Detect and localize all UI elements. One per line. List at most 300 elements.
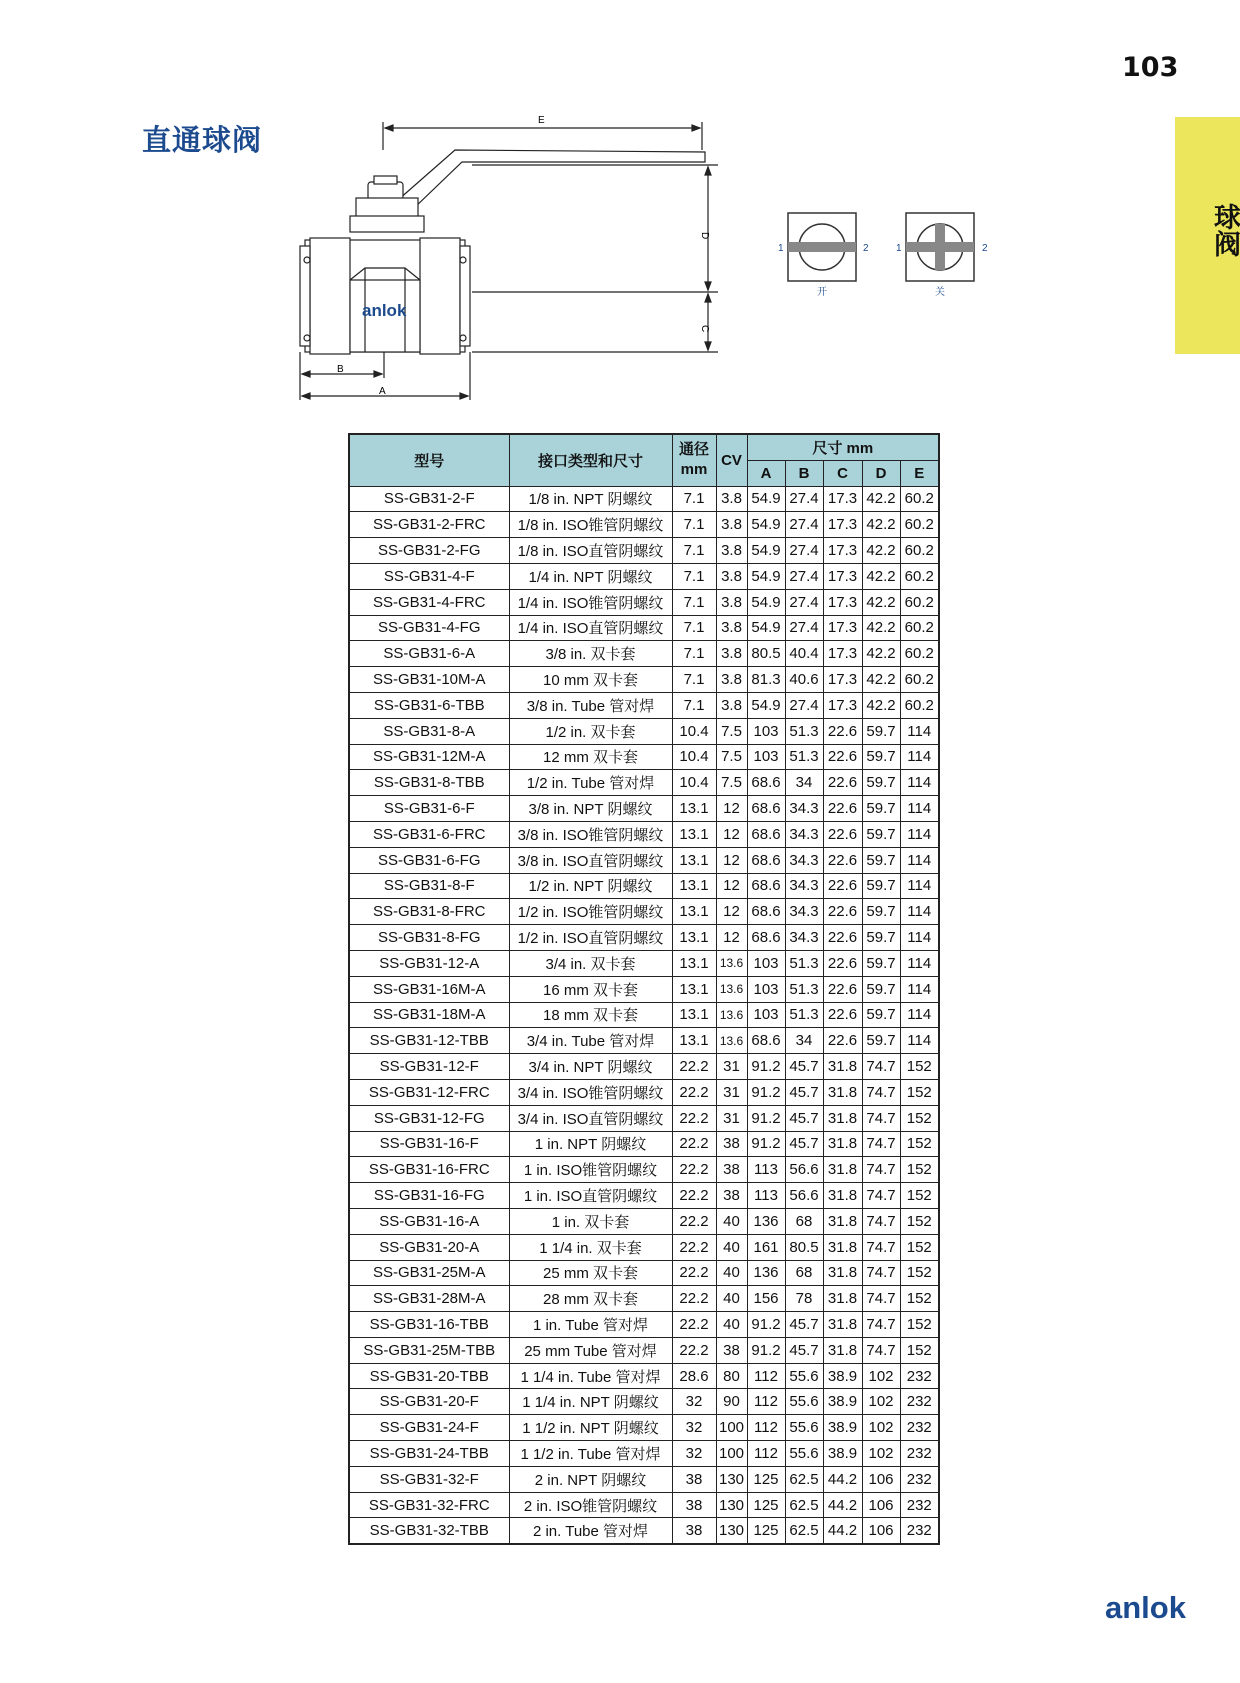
cell-dim-d: 42.2 <box>862 512 900 538</box>
header-dim-e: E <box>900 460 939 486</box>
cell-dim-a: 113 <box>747 1183 785 1209</box>
cell-dim-a: 161 <box>747 1234 785 1260</box>
dim-b-label: B <box>337 364 344 375</box>
cell-dim-b: 55.6 <box>785 1441 823 1467</box>
cell-connection: 1 in. 双卡套 <box>509 1208 672 1234</box>
page-number: 103 <box>1122 52 1179 83</box>
cell-cv: 130 <box>716 1518 747 1544</box>
cell-dim-a: 103 <box>747 950 785 976</box>
cell-dim-c: 38.9 <box>823 1415 862 1441</box>
cell-bore: 13.1 <box>672 821 716 847</box>
cell-model: SS-GB31-16-F <box>349 1131 509 1157</box>
table-row <box>349 821 939 847</box>
cell-cv: 12 <box>716 847 747 873</box>
cell-dim-e: 152 <box>900 1054 939 1080</box>
cell-model: SS-GB31-2-FG <box>349 538 509 564</box>
cell-dim-d: 74.7 <box>862 1286 900 1312</box>
cell-model: SS-GB31-6-TBB <box>349 692 509 718</box>
cell-dim-a: 125 <box>747 1492 785 1518</box>
cell-dim-b: 55.6 <box>785 1363 823 1389</box>
cell-cv: 3.8 <box>716 667 747 693</box>
cell-dim-e: 114 <box>900 899 939 925</box>
table-row <box>349 976 939 1002</box>
cell-dim-b: 56.6 <box>785 1183 823 1209</box>
cell-model: SS-GB31-24-TBB <box>349 1441 509 1467</box>
table-row <box>349 1363 939 1389</box>
cell-dim-b: 45.7 <box>785 1131 823 1157</box>
cell-dim-d: 59.7 <box>862 821 900 847</box>
cell-dim-c: 17.3 <box>823 692 862 718</box>
cell-dim-c: 22.6 <box>823 821 862 847</box>
header-cv: CV <box>716 434 747 486</box>
cell-cv: 40 <box>716 1312 747 1338</box>
cell-dim-a: 80.5 <box>747 641 785 667</box>
cell-dim-c: 22.6 <box>823 1002 862 1028</box>
cell-dim-c: 31.8 <box>823 1234 862 1260</box>
cell-connection: 1/4 in. ISO锥管阴螺纹 <box>509 589 672 615</box>
cell-dim-b: 55.6 <box>785 1415 823 1441</box>
cell-dim-b: 62.5 <box>785 1518 823 1544</box>
cell-bore: 38 <box>672 1466 716 1492</box>
cell-dim-e: 152 <box>900 1208 939 1234</box>
cell-bore: 7.1 <box>672 538 716 564</box>
cell-bore: 13.1 <box>672 976 716 1002</box>
table-row <box>349 1260 939 1286</box>
cell-connection: 12 mm 双卡套 <box>509 744 672 770</box>
cell-model: SS-GB31-12-A <box>349 950 509 976</box>
cell-dim-b: 55.6 <box>785 1389 823 1415</box>
cell-model: SS-GB31-8-FRC <box>349 899 509 925</box>
cell-dim-b: 27.4 <box>785 486 823 512</box>
cell-dim-c: 22.6 <box>823 796 862 822</box>
cell-cv: 90 <box>716 1389 747 1415</box>
cell-dim-d: 74.7 <box>862 1234 900 1260</box>
cell-cv: 40 <box>716 1208 747 1234</box>
cell-bore: 38 <box>672 1518 716 1544</box>
table-row <box>349 1183 939 1209</box>
cell-dim-a: 68.6 <box>747 796 785 822</box>
cell-dim-a: 91.2 <box>747 1079 785 1105</box>
cell-dim-e: 114 <box>900 847 939 873</box>
cell-dim-b: 40.4 <box>785 641 823 667</box>
table-row <box>349 1002 939 1028</box>
cell-dim-a: 91.2 <box>747 1105 785 1131</box>
cell-dim-d: 59.7 <box>862 925 900 951</box>
cell-dim-c: 17.3 <box>823 615 862 641</box>
cell-connection: 3/4 in. 双卡套 <box>509 950 672 976</box>
cell-bore: 32 <box>672 1415 716 1441</box>
cell-cv: 12 <box>716 899 747 925</box>
cell-connection: 3/4 in. ISO直管阴螺纹 <box>509 1105 672 1131</box>
cell-dim-d: 106 <box>862 1518 900 1544</box>
cell-dim-b: 27.4 <box>785 563 823 589</box>
cell-dim-d: 42.2 <box>862 615 900 641</box>
cell-bore: 28.6 <box>672 1363 716 1389</box>
cell-dim-c: 31.8 <box>823 1337 862 1363</box>
cell-cv: 7.5 <box>716 718 747 744</box>
cell-dim-c: 17.3 <box>823 538 862 564</box>
cell-cv: 13.6 <box>716 1028 747 1054</box>
table-row <box>349 1415 939 1441</box>
cell-connection: 1/2 in. 双卡套 <box>509 718 672 744</box>
cell-cv: 3.8 <box>716 538 747 564</box>
cell-dim-e: 152 <box>900 1079 939 1105</box>
cell-connection: 25 mm Tube 管对焊 <box>509 1337 672 1363</box>
cell-dim-d: 42.2 <box>862 641 900 667</box>
cell-dim-d: 59.7 <box>862 899 900 925</box>
cell-dim-a: 68.6 <box>747 847 785 873</box>
table-row <box>349 692 939 718</box>
cell-connection: 3/8 in. ISO直管阴螺纹 <box>509 847 672 873</box>
cell-dim-c: 38.9 <box>823 1389 862 1415</box>
cell-model: SS-GB31-8-FG <box>349 925 509 951</box>
cell-cv: 3.8 <box>716 563 747 589</box>
open-port-2: 2 <box>863 243 869 254</box>
cell-dim-d: 74.7 <box>862 1054 900 1080</box>
cell-dim-e: 232 <box>900 1363 939 1389</box>
header-bore-top: 通径 <box>678 441 709 459</box>
cell-dim-c: 31.8 <box>823 1079 862 1105</box>
cell-dim-b: 45.7 <box>785 1054 823 1080</box>
header-model: 型号 <box>349 434 509 486</box>
cell-cv: 12 <box>716 821 747 847</box>
cell-cv: 31 <box>716 1054 747 1080</box>
cell-bore: 22.2 <box>672 1131 716 1157</box>
cell-cv: 31 <box>716 1105 747 1131</box>
cell-dim-a: 54.9 <box>747 538 785 564</box>
cell-cv: 12 <box>716 873 747 899</box>
cell-dim-a: 112 <box>747 1363 785 1389</box>
cell-dim-b: 45.7 <box>785 1105 823 1131</box>
cell-dim-e: 114 <box>900 1028 939 1054</box>
cell-bore: 13.1 <box>672 1028 716 1054</box>
body-logo: anlok <box>362 301 407 320</box>
cell-model: SS-GB31-32-F <box>349 1466 509 1492</box>
table-row <box>349 847 939 873</box>
cell-connection: 1 in. ISO锥管阴螺纹 <box>509 1157 672 1183</box>
cell-bore: 10.4 <box>672 718 716 744</box>
cell-model: SS-GB31-12-TBB <box>349 1028 509 1054</box>
cell-dim-c: 22.6 <box>823 744 862 770</box>
cell-dim-c: 17.3 <box>823 512 862 538</box>
cell-dim-e: 60.2 <box>900 486 939 512</box>
cell-dim-c: 31.8 <box>823 1260 862 1286</box>
cell-connection: 1/8 in. NPT 阴螺纹 <box>509 486 672 512</box>
cell-dim-c: 31.8 <box>823 1312 862 1338</box>
cell-bore: 32 <box>672 1441 716 1467</box>
header-connection: 接口类型和尺寸 <box>509 434 672 486</box>
cell-bore: 22.2 <box>672 1079 716 1105</box>
cell-dim-b: 34.3 <box>785 796 823 822</box>
cell-connection: 3/8 in. 双卡套 <box>509 641 672 667</box>
cell-model: SS-GB31-28M-A <box>349 1286 509 1312</box>
cell-connection: 3/4 in. Tube 管对焊 <box>509 1028 672 1054</box>
cell-dim-c: 22.6 <box>823 925 862 951</box>
table-row <box>349 1157 939 1183</box>
cell-dim-c: 17.3 <box>823 641 862 667</box>
cell-model: SS-GB31-32-TBB <box>349 1518 509 1544</box>
cell-bore: 38 <box>672 1492 716 1518</box>
cell-dim-e: 60.2 <box>900 692 939 718</box>
cell-dim-a: 68.6 <box>747 899 785 925</box>
cell-dim-d: 59.7 <box>862 873 900 899</box>
table-row <box>349 563 939 589</box>
cell-dim-e: 152 <box>900 1131 939 1157</box>
table-row <box>349 1466 939 1492</box>
cell-dim-d: 74.7 <box>862 1079 900 1105</box>
cell-dim-a: 112 <box>747 1415 785 1441</box>
cell-model: SS-GB31-2-F <box>349 486 509 512</box>
table-row <box>349 1208 939 1234</box>
cell-dim-a: 125 <box>747 1466 785 1492</box>
table-row <box>349 1234 939 1260</box>
cell-dim-a: 113 <box>747 1157 785 1183</box>
dim-d-label: D <box>699 232 710 240</box>
cell-cv: 130 <box>716 1492 747 1518</box>
header-dim-c: C <box>823 460 862 486</box>
dim-c-label: C <box>699 325 710 333</box>
cell-model: SS-GB31-12-F <box>349 1054 509 1080</box>
cell-connection: 16 mm 双卡套 <box>509 976 672 1002</box>
cell-dim-e: 114 <box>900 744 939 770</box>
cell-dim-d: 59.7 <box>862 796 900 822</box>
cell-dim-d: 59.7 <box>862 1028 900 1054</box>
cell-model: SS-GB31-25M-TBB <box>349 1337 509 1363</box>
table-row <box>349 1054 939 1080</box>
cell-dim-c: 22.6 <box>823 976 862 1002</box>
table-row <box>349 1286 939 1312</box>
cell-dim-e: 60.2 <box>900 667 939 693</box>
cell-dim-e: 114 <box>900 1002 939 1028</box>
side-tab-label: 球阀 <box>1209 203 1240 257</box>
cell-model: SS-GB31-6-F <box>349 796 509 822</box>
cell-bore: 10.4 <box>672 770 716 796</box>
cell-connection: 1/8 in. ISO锥管阴螺纹 <box>509 512 672 538</box>
cell-cv: 130 <box>716 1466 747 1492</box>
cell-model: SS-GB31-10M-A <box>349 667 509 693</box>
cell-dim-e: 114 <box>900 873 939 899</box>
cell-dim-b: 27.4 <box>785 615 823 641</box>
cell-connection: 1/2 in. Tube 管对焊 <box>509 770 672 796</box>
cell-dim-c: 17.3 <box>823 486 862 512</box>
cell-dim-d: 102 <box>862 1363 900 1389</box>
cell-connection: 1 in. NPT 阴螺纹 <box>509 1131 672 1157</box>
cell-dim-c: 17.3 <box>823 667 862 693</box>
cell-dim-e: 152 <box>900 1312 939 1338</box>
table-row <box>349 589 939 615</box>
cell-dim-b: 51.3 <box>785 1002 823 1028</box>
cell-dim-c: 44.2 <box>823 1492 862 1518</box>
cell-connection: 1/2 in. ISO直管阴螺纹 <box>509 925 672 951</box>
table-row <box>349 1492 939 1518</box>
table-row <box>349 770 939 796</box>
cell-dim-d: 74.7 <box>862 1105 900 1131</box>
cell-dim-c: 31.8 <box>823 1183 862 1209</box>
open-port-1: 1 <box>778 243 784 254</box>
cell-dim-b: 78 <box>785 1286 823 1312</box>
cell-dim-e: 152 <box>900 1286 939 1312</box>
cell-dim-c: 44.2 <box>823 1518 862 1544</box>
cell-dim-e: 114 <box>900 770 939 796</box>
cell-model: SS-GB31-12-FG <box>349 1105 509 1131</box>
table-row <box>349 667 939 693</box>
cell-dim-c: 38.9 <box>823 1363 862 1389</box>
dim-a-label: A <box>379 386 386 397</box>
cell-dim-b: 51.3 <box>785 950 823 976</box>
cell-dim-b: 34.3 <box>785 925 823 951</box>
cell-dim-b: 34 <box>785 770 823 796</box>
cell-dim-c: 17.3 <box>823 563 862 589</box>
cell-dim-a: 81.3 <box>747 667 785 693</box>
cell-cv: 3.8 <box>716 692 747 718</box>
cell-dim-c: 31.8 <box>823 1286 862 1312</box>
cell-model: SS-GB31-16-FG <box>349 1183 509 1209</box>
table-row <box>349 950 939 976</box>
cell-dim-e: 152 <box>900 1105 939 1131</box>
cell-dim-c: 31.8 <box>823 1208 862 1234</box>
open-state-label: 开 <box>817 287 827 298</box>
cell-dim-c: 22.6 <box>823 1028 862 1054</box>
cell-dim-a: 103 <box>747 1002 785 1028</box>
cell-dim-e: 114 <box>900 718 939 744</box>
cell-dim-a: 91.2 <box>747 1131 785 1157</box>
cell-bore: 22.2 <box>672 1105 716 1131</box>
cell-bore: 10.4 <box>672 744 716 770</box>
cell-cv: 13.6 <box>716 1002 747 1028</box>
cell-connection: 3/8 in. Tube 管对焊 <box>509 692 672 718</box>
table-row <box>349 486 939 512</box>
cell-connection: 10 mm 双卡套 <box>509 667 672 693</box>
table-row <box>349 615 939 641</box>
cell-connection: 1 1/2 in. NPT 阴螺纹 <box>509 1415 672 1441</box>
cell-cv: 7.5 <box>716 744 747 770</box>
cell-model: SS-GB31-6-FG <box>349 847 509 873</box>
cell-dim-a: 54.9 <box>747 692 785 718</box>
table-row <box>349 1312 939 1338</box>
cell-dim-d: 59.7 <box>862 1002 900 1028</box>
cell-dim-d: 42.2 <box>862 692 900 718</box>
header-size-group: 尺寸 mm <box>747 434 939 460</box>
table-row <box>349 873 939 899</box>
cell-dim-b: 27.4 <box>785 538 823 564</box>
cell-connection: 3/8 in. NPT 阴螺纹 <box>509 796 672 822</box>
table-row <box>349 1028 939 1054</box>
cell-dim-a: 54.9 <box>747 512 785 538</box>
cell-connection: 1/8 in. ISO直管阴螺纹 <box>509 538 672 564</box>
cell-bore: 13.1 <box>672 847 716 873</box>
cell-dim-c: 44.2 <box>823 1466 862 1492</box>
cell-dim-d: 106 <box>862 1466 900 1492</box>
cell-dim-d: 102 <box>862 1415 900 1441</box>
table-row <box>349 1079 939 1105</box>
cell-connection: 2 in. ISO锥管阴螺纹 <box>509 1492 672 1518</box>
cell-dim-a: 68.6 <box>747 873 785 899</box>
cell-dim-a: 68.6 <box>747 925 785 951</box>
cell-model: SS-GB31-8-A <box>349 718 509 744</box>
cell-dim-e: 114 <box>900 976 939 1002</box>
cell-model: SS-GB31-16-A <box>349 1208 509 1234</box>
cell-connection: 1 in. Tube 管对焊 <box>509 1312 672 1338</box>
cell-dim-a: 91.2 <box>747 1312 785 1338</box>
table-row <box>349 744 939 770</box>
cell-dim-b: 34.3 <box>785 899 823 925</box>
table-row <box>349 512 939 538</box>
cell-bore: 7.1 <box>672 692 716 718</box>
cell-dim-b: 62.5 <box>785 1466 823 1492</box>
cell-cv: 38 <box>716 1337 747 1363</box>
closed-port-2: 2 <box>982 243 988 254</box>
cell-dim-b: 51.3 <box>785 718 823 744</box>
cell-dim-b: 40.6 <box>785 667 823 693</box>
cell-dim-d: 42.2 <box>862 486 900 512</box>
cell-model: SS-GB31-16-FRC <box>349 1157 509 1183</box>
cell-cv: 40 <box>716 1260 747 1286</box>
cell-dim-c: 31.8 <box>823 1105 862 1131</box>
cell-dim-a: 136 <box>747 1208 785 1234</box>
cell-bore: 13.1 <box>672 950 716 976</box>
header-dim-a: A <box>747 460 785 486</box>
cell-connection: 3/4 in. NPT 阴螺纹 <box>509 1054 672 1080</box>
cell-model: SS-GB31-20-F <box>349 1389 509 1415</box>
cell-dim-c: 17.3 <box>823 589 862 615</box>
cell-dim-a: 136 <box>747 1260 785 1286</box>
cell-model: SS-GB31-8-TBB <box>349 770 509 796</box>
page-title: 直通球阀 <box>142 123 263 157</box>
cell-dim-d: 42.2 <box>862 589 900 615</box>
cell-connection: 28 mm 双卡套 <box>509 1286 672 1312</box>
cell-bore: 32 <box>672 1389 716 1415</box>
header-bore-unit: mm <box>680 461 708 479</box>
cell-dim-a: 68.6 <box>747 770 785 796</box>
cell-bore: 7.1 <box>672 667 716 693</box>
cell-dim-a: 112 <box>747 1389 785 1415</box>
cell-dim-b: 34.3 <box>785 873 823 899</box>
cell-dim-d: 74.7 <box>862 1131 900 1157</box>
cell-dim-d: 74.7 <box>862 1312 900 1338</box>
cell-dim-c: 38.9 <box>823 1441 862 1467</box>
cell-cv: 3.8 <box>716 486 747 512</box>
cell-model: SS-GB31-12M-A <box>349 744 509 770</box>
cell-dim-a: 54.9 <box>747 589 785 615</box>
cell-dim-d: 59.7 <box>862 718 900 744</box>
cell-dim-d: 59.7 <box>862 744 900 770</box>
cell-dim-e: 60.2 <box>900 538 939 564</box>
cell-dim-b: 56.6 <box>785 1157 823 1183</box>
cell-model: SS-GB31-16M-A <box>349 976 509 1002</box>
cell-bore: 13.1 <box>672 899 716 925</box>
cell-dim-b: 34 <box>785 1028 823 1054</box>
cell-dim-e: 232 <box>900 1492 939 1518</box>
cell-model: SS-GB31-18M-A <box>349 1002 509 1028</box>
cell-dim-d: 59.7 <box>862 847 900 873</box>
cell-cv: 3.8 <box>716 615 747 641</box>
cell-model: SS-GB31-20-TBB <box>349 1363 509 1389</box>
table-row <box>349 1441 939 1467</box>
cell-dim-d: 74.7 <box>862 1260 900 1286</box>
cell-dim-e: 60.2 <box>900 563 939 589</box>
cell-dim-d: 42.2 <box>862 538 900 564</box>
cell-cv: 80 <box>716 1363 747 1389</box>
table-row <box>349 538 939 564</box>
cell-connection: 1 1/4 in. 双卡套 <box>509 1234 672 1260</box>
cell-dim-a: 54.9 <box>747 563 785 589</box>
cell-dim-d: 42.2 <box>862 563 900 589</box>
cell-dim-a: 68.6 <box>747 821 785 847</box>
cell-dim-d: 74.7 <box>862 1183 900 1209</box>
cell-dim-c: 22.6 <box>823 718 862 744</box>
cell-connection: 1 1/2 in. Tube 管对焊 <box>509 1441 672 1467</box>
cell-dim-b: 27.4 <box>785 692 823 718</box>
